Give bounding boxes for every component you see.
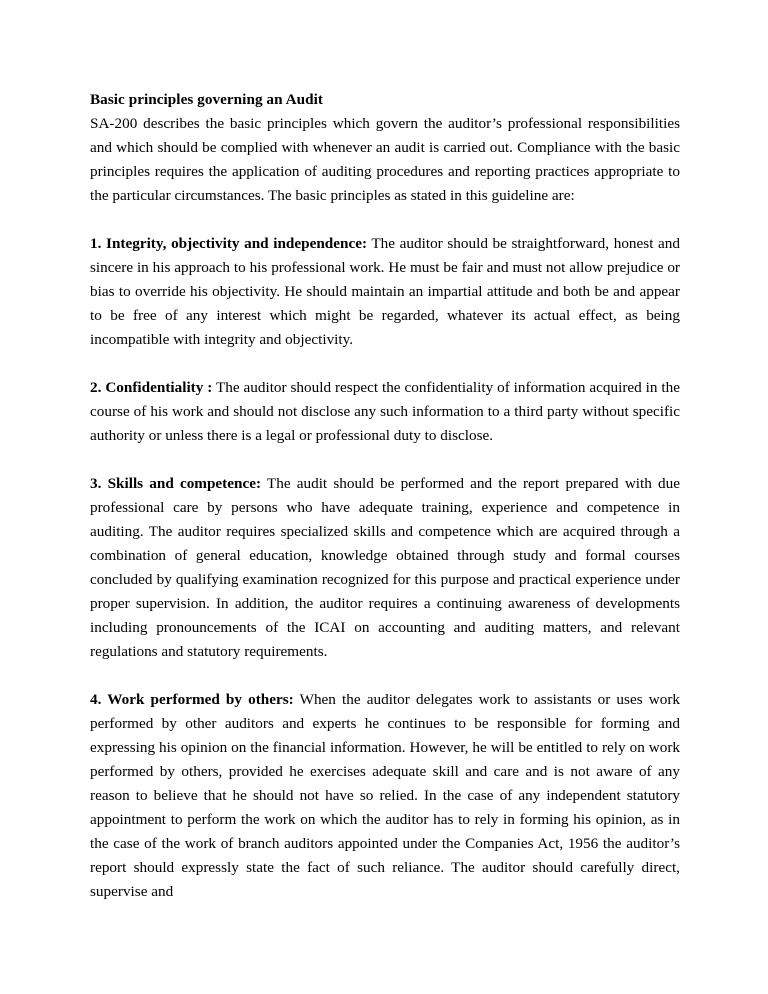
principle-body-4: When the auditor delegates work to assistants or uses work performed by other auditors and experts he continues to be responsible for forming and expressing his opinion on the financial information. However, he will be entitled to rely on work performed by others, provided he exercises adequate skill and care and is not aware of any reason to believe that he should not have so relied. In the case of any independent statutory appointment to perform the work on which the auditor has to rely in forming his opinion, as in the case of the work of branch auditors appointed under the Companies Act, 1956 the auditor’s report should expressly state the fact of such reliance. The auditor should carefully direct, supervise and (90, 691, 680, 900)
principle-paragraph-4 (90, 688, 680, 904)
principle-paragraph-2 (90, 376, 680, 448)
principle-lead-4: 4. Work performed by others: (90, 691, 294, 708)
document-text-block (90, 88, 680, 904)
principle-paragraph-1 (90, 232, 680, 352)
principle-body-3: The audit should be performed and the report prepared with due professional care by persons who have adequate training, experience and competence in auditing. The auditor requires specialized skills and competence which are acquired through a combination of general education, knowledge obtained through study and formal courses concluded by qualifying examination recognized for this purpose and practical experience under proper supervision. In addition, the auditor requires a continuing awareness of developments including pronouncements of the ICAI on accounting and auditing matters, and relevant regulations and statutory requirements. (90, 475, 680, 660)
principle-body-2: The auditor should respect the confidentiality of information acquired in the course of his work and should not disclose any such information to a third party without specific authority or unless there is a legal or professional duty to disclose. (90, 379, 680, 444)
principle-lead-1: 1. Integrity, objectivity and independence: (90, 235, 368, 252)
principle-body-1: The auditor should be straightforward, honest and sincere in his approach to his professional work. He must be fair and must not allow prejudice or bias to override his objectivity. He should maintain an impartial attitude and both be and appear to be free of any interest which might be regarded, whatever its actual effect, as being incompatible with integrity and objectivity. (90, 235, 680, 348)
intro-paragraph: SA-200 describes the basic principles which govern the auditor’s professional responsibilities and which should be complied with whenever an audit is carried out. Compliance with the basic principles requires the application of auditing procedures and reporting practices appropriate to the particular circumstances. The basic principles as stated in this guideline are: (90, 115, 680, 204)
principle-lead-3: 3. Skills and competence: (90, 475, 262, 492)
page-title: Basic principles governing an Audit (90, 91, 323, 108)
principle-paragraph-3 (90, 472, 680, 664)
principle-lead-2: 2. Confidentiality : (90, 379, 213, 396)
